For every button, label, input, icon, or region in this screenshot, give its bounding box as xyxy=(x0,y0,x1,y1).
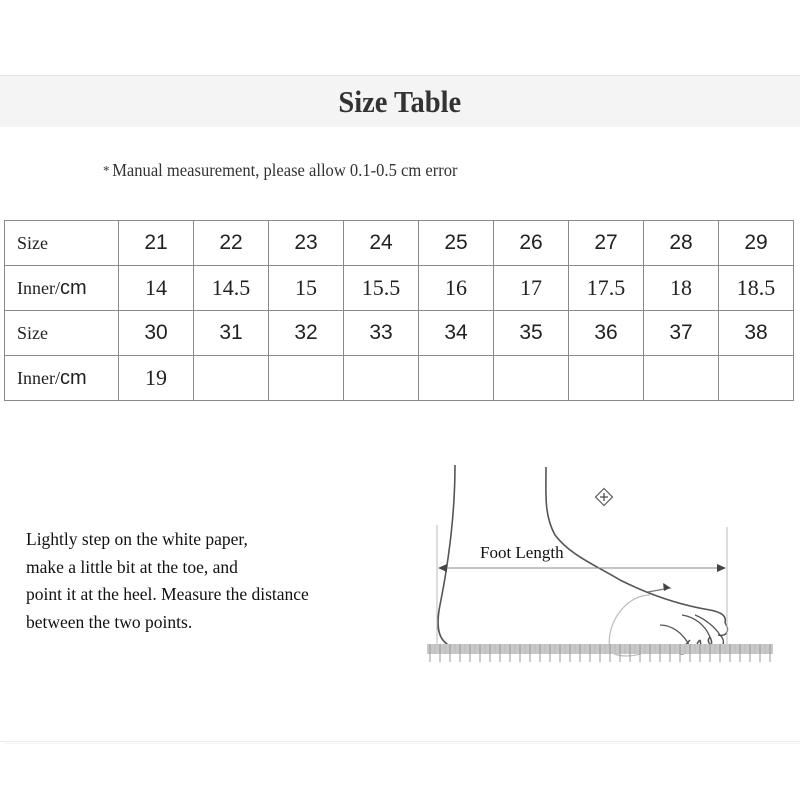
foot-outline-icon xyxy=(420,455,790,670)
instruction-line: between the two points. xyxy=(26,611,193,632)
table-cell xyxy=(719,356,794,401)
row-label: Size xyxy=(5,221,119,266)
table-cell: 31 xyxy=(194,311,269,356)
title-band xyxy=(0,76,800,127)
table-cell: 37 xyxy=(644,311,719,356)
table-cell: 35 xyxy=(494,311,569,356)
table-cell: 23 xyxy=(269,221,344,266)
size-table xyxy=(4,220,794,401)
table-row xyxy=(5,266,794,311)
table-cell xyxy=(419,356,494,401)
table-row xyxy=(5,311,794,356)
table-cell: 29 xyxy=(719,221,794,266)
table-cell: 19 xyxy=(119,356,194,401)
table-cell: 30 xyxy=(119,311,194,356)
table-cell: 32 xyxy=(269,311,344,356)
table-cell: 26 xyxy=(494,221,569,266)
page-title: Size Table xyxy=(338,83,462,119)
table-cell: 17 xyxy=(494,266,569,311)
measurement-note-text: Manual measurement, please allow 0.1-0.5 cm error xyxy=(112,160,458,180)
foot-length-label: Foot Length xyxy=(480,543,564,562)
instruction-line: point it at the heel. Measure the distance xyxy=(26,584,309,604)
table-cell: 27 xyxy=(569,221,644,266)
measurement-note xyxy=(103,160,458,181)
table-row xyxy=(5,356,794,401)
instruction-line: Lightly step on the white paper, xyxy=(26,529,248,549)
table-cell: 21 xyxy=(119,221,194,266)
table-cell: 28 xyxy=(644,221,719,266)
table-cell: 34 xyxy=(419,311,494,356)
asterisk-icon: * xyxy=(103,164,110,179)
footer-divider-secondary xyxy=(5,743,800,744)
table-cell: 14.5 xyxy=(194,266,269,311)
table-cell: 15.5 xyxy=(344,266,419,311)
table-cell: 18.5 xyxy=(719,266,794,311)
table-cell: 18 xyxy=(644,266,719,311)
table-cell xyxy=(194,356,269,401)
table-row xyxy=(5,221,794,266)
table-cell: 25 xyxy=(419,221,494,266)
table-cell xyxy=(644,356,719,401)
table-cell: 22 xyxy=(194,221,269,266)
table-cell: 33 xyxy=(344,311,419,356)
table-cell xyxy=(569,356,644,401)
table-cell xyxy=(269,356,344,401)
table-cell xyxy=(494,356,569,401)
measurement-instructions xyxy=(26,526,309,636)
table-cell: 17.5 xyxy=(569,266,644,311)
row-label: Inner/cm xyxy=(5,266,119,311)
footer-divider xyxy=(0,741,800,742)
ruler-icon xyxy=(427,644,773,662)
table-cell: 16 xyxy=(419,266,494,311)
diamond-plus-icon xyxy=(596,489,613,506)
row-label: Inner/cm xyxy=(5,356,119,401)
table-cell: 36 xyxy=(569,311,644,356)
foot-length-diagram xyxy=(420,455,790,670)
table-cell xyxy=(344,356,419,401)
table-cell: 15 xyxy=(269,266,344,311)
table-cell: 14 xyxy=(119,266,194,311)
row-label: Size xyxy=(5,311,119,356)
table-cell: 24 xyxy=(344,221,419,266)
instruction-line: make a little bit at the toe, and xyxy=(26,556,238,577)
table-cell: 38 xyxy=(719,311,794,356)
